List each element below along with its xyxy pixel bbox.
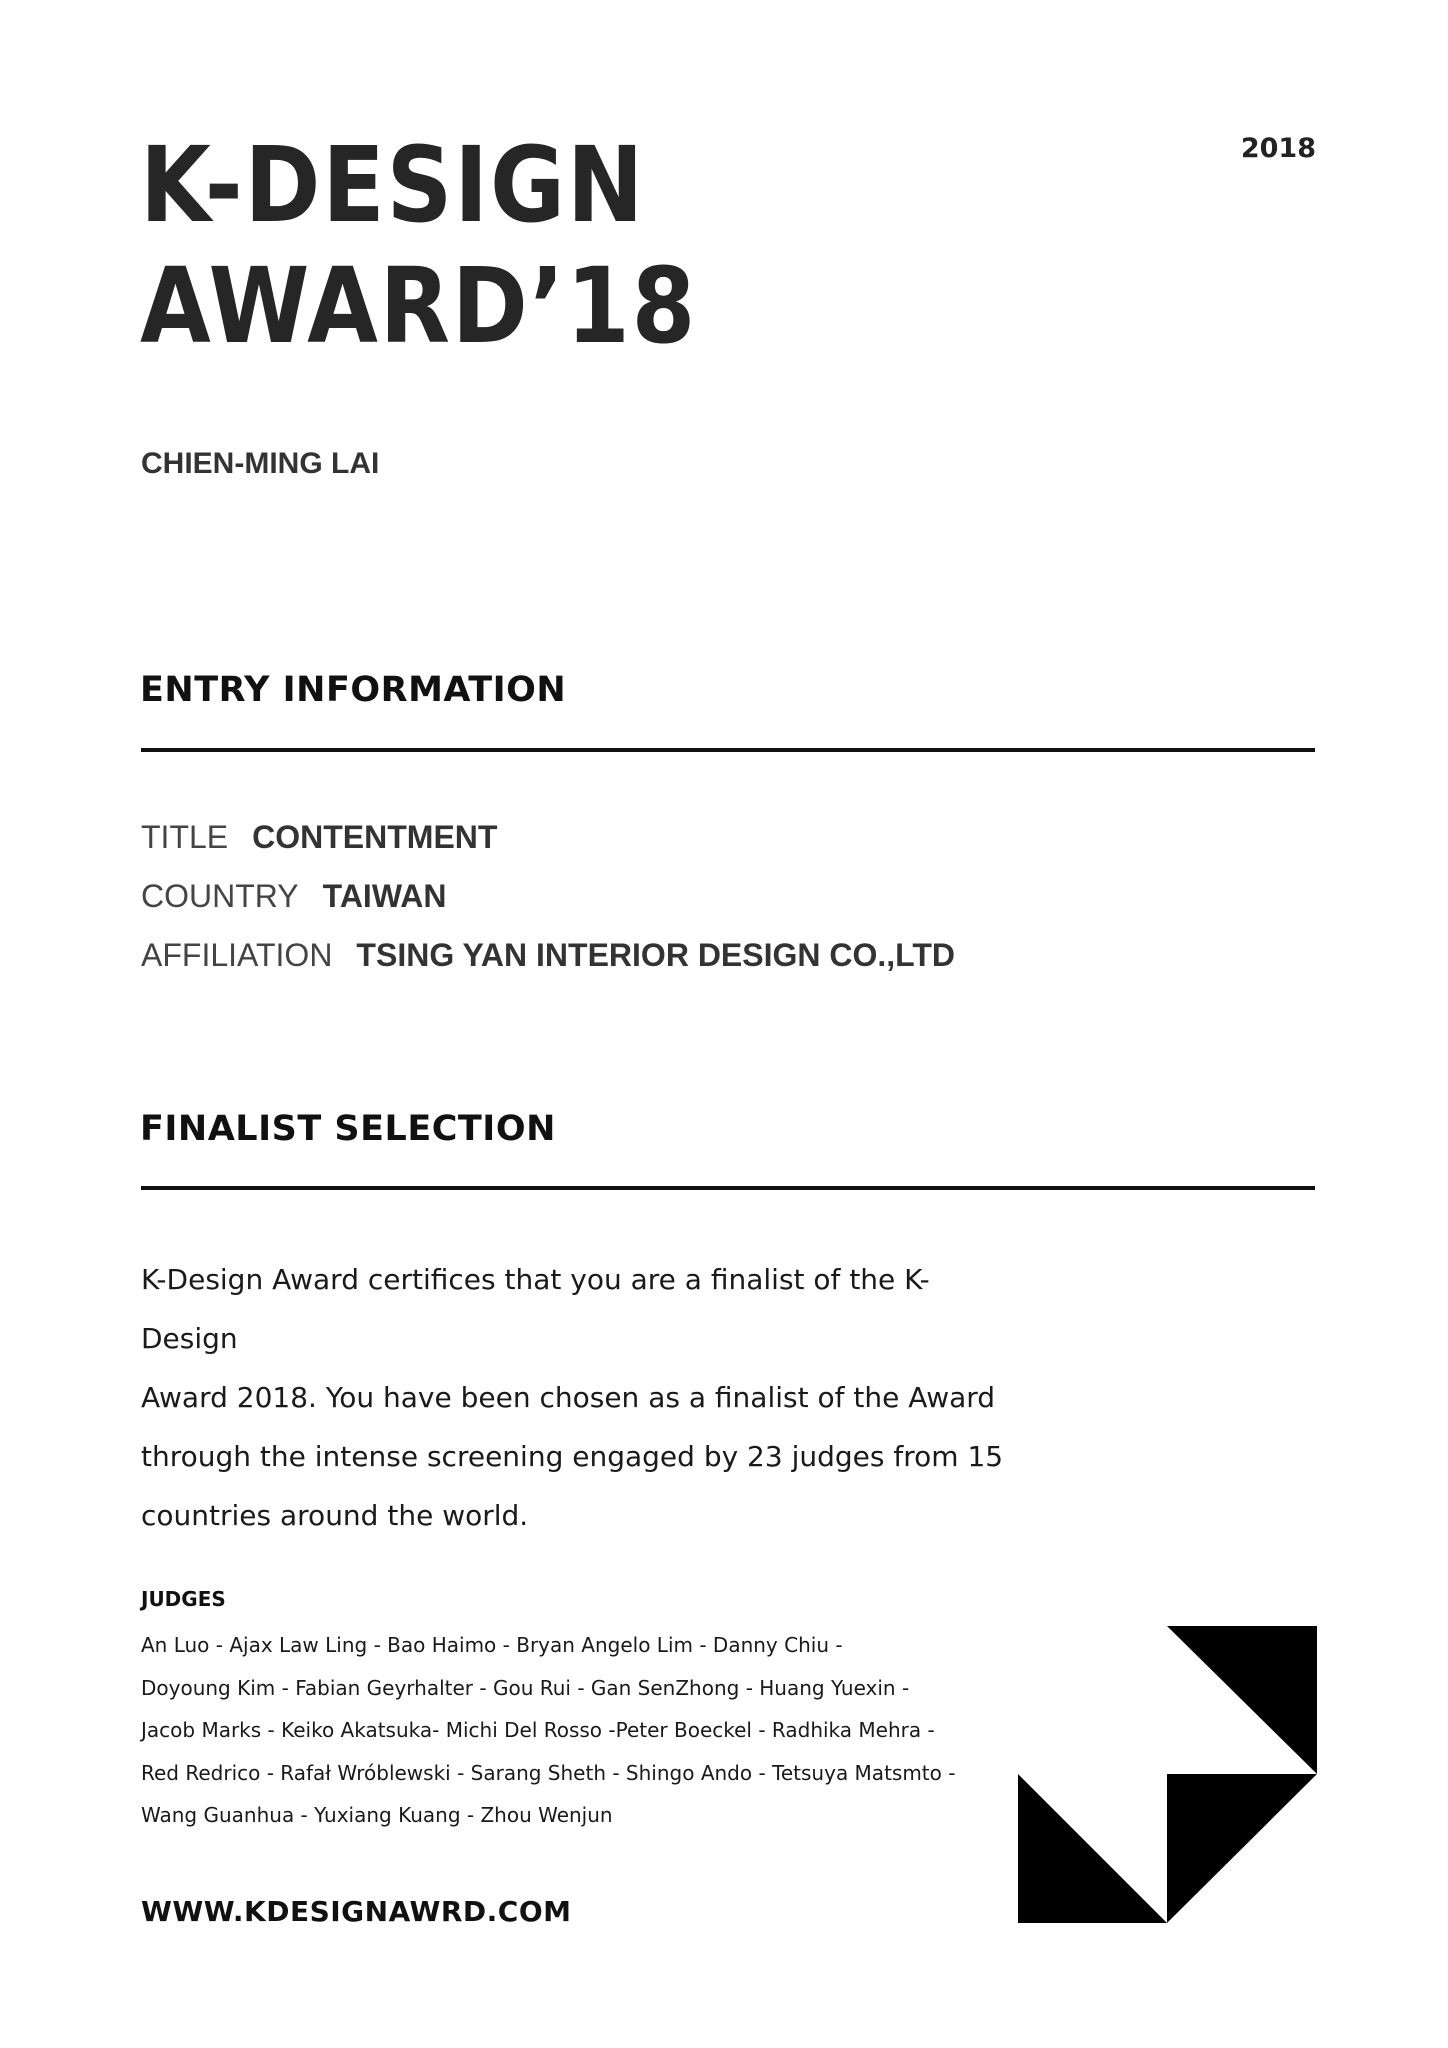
award-title-line-2: AWARD’18	[140, 245, 698, 367]
certification-line: Award 2018. You have been chosen as a finalist of the Award	[141, 1381, 996, 1414]
entry-affiliation-value: TSING YAN INTERIOR DESIGN CO.,LTD	[356, 937, 955, 973]
entry-information-heading: ENTRY INFORMATION	[140, 670, 567, 710]
award-year: 2018	[1240, 133, 1316, 164]
judges-line: Red Redrico - Rafał Wróblewski - Sarang Sheth - Shingo Ando - Tetsuya Matsmto -	[141, 1760, 956, 1785]
entry-title-label: TITLE	[141, 819, 229, 855]
logo-lower-triangle	[1018, 1774, 1167, 1923]
judges-line: Doyoung Kim - Fabian Geyrhalter - Gou Rui - Gan SenZhong - Huang Yuexin -	[141, 1675, 910, 1700]
finalist-selection-heading: FINALIST SELECTION	[140, 1109, 556, 1149]
entry-title-value: CONTENTMENT	[252, 819, 498, 855]
entry-affiliation-label: AFFILIATION	[141, 937, 333, 973]
judges-list	[141, 1624, 1001, 1837]
k-design-logo	[1018, 1626, 1317, 1923]
recipient-name: CHIEN-MING LAI	[141, 447, 380, 480]
logo-middle-triangle	[1167, 1774, 1317, 1923]
judges-line: An Luo - Ajax Law Ling - Bao Haimo - Bryan Angelo Lim - Danny Chiu -	[141, 1633, 843, 1657]
award-title-line-1: K-DESIGN	[140, 124, 646, 246]
certification-line: through the intense screening engaged by 23 judges from 15	[141, 1440, 1004, 1473]
entry-affiliation-row	[141, 937, 955, 974]
entry-information-divider	[141, 748, 1315, 752]
finalist-certification-text	[141, 1250, 1021, 1545]
certification-line: countries around the world.	[141, 1499, 529, 1532]
judges-label: JUDGES	[141, 1587, 226, 1611]
finalist-selection-divider	[141, 1186, 1315, 1190]
website-url: WWW.KDESIGNAWRD.COM	[141, 1895, 572, 1928]
judges-line: Wang Guanhua - Yuxiang Kuang - Zhou Wenjun	[141, 1803, 613, 1827]
entry-country-value: TAIWAN	[322, 878, 447, 914]
logo-upper-triangle	[1167, 1626, 1317, 1774]
entry-country-row	[141, 878, 446, 915]
certification-line: K-Design Award certifices that you are a finalist of the K-Design	[141, 1263, 930, 1355]
entry-country-label: COUNTRY	[141, 878, 299, 914]
entry-title-row	[141, 819, 497, 856]
judges-line: Jacob Marks - Keiko Akatsuka- Michi Del Rosso -Peter Boeckel - Radhika Mehra -	[141, 1718, 935, 1742]
